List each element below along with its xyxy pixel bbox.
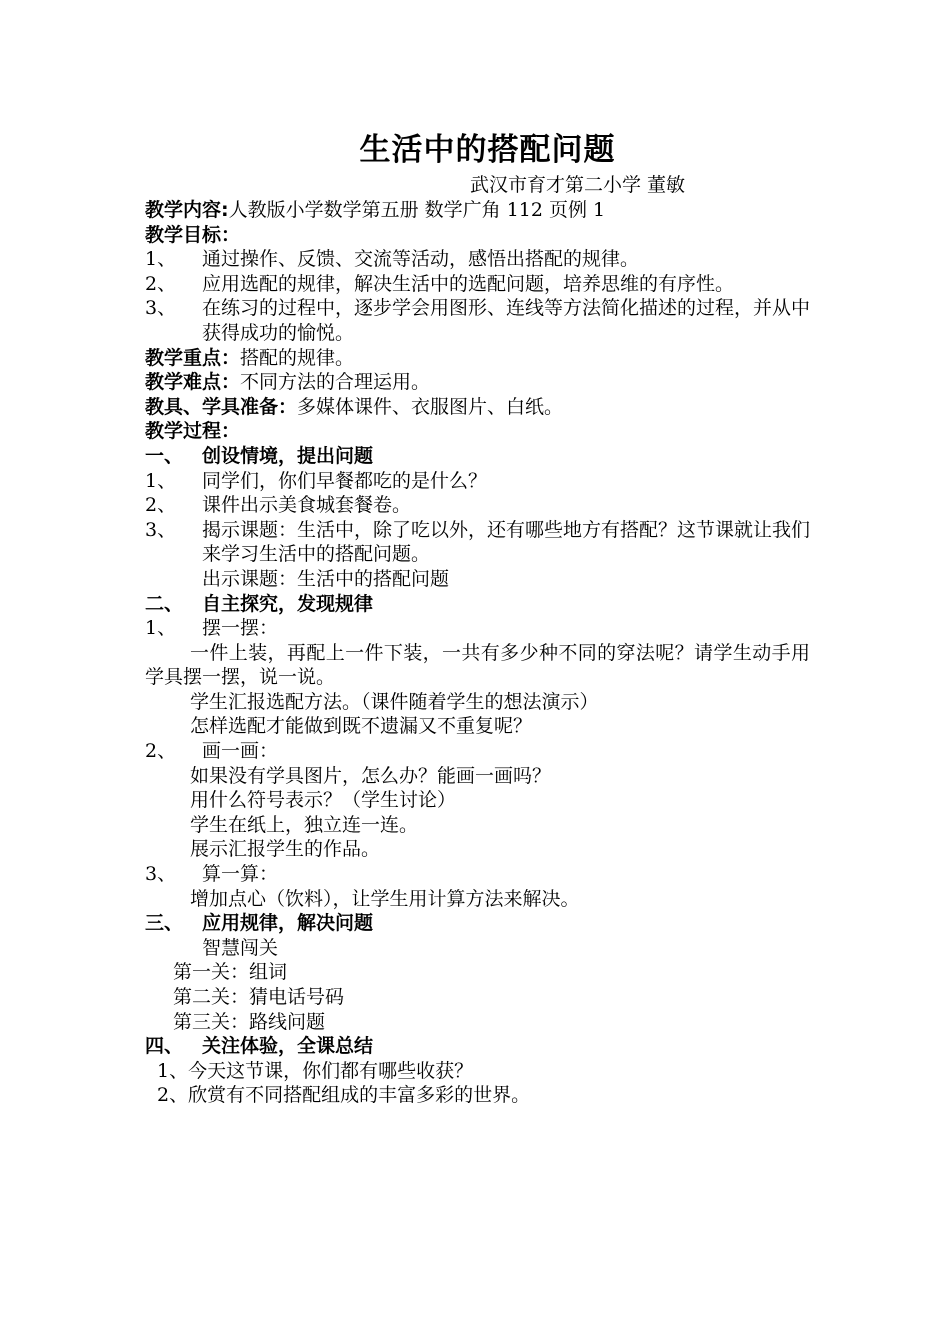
teaching-content (145, 198, 810, 223)
list-item (145, 493, 810, 518)
item-text: 课件出示美食城套餐卷。 (202, 494, 412, 517)
section-number: 四、 (145, 1035, 184, 1058)
goal-number: 3、 (145, 297, 177, 320)
item-number: 1、 (145, 617, 177, 640)
text-line: 增加点心（饮料），让学生用计算方法来解决。 (190, 887, 580, 910)
difficulty-text: 不同方法的合理运用。 (240, 371, 431, 394)
difficulty-label: 教学难点： (145, 371, 241, 394)
section-heading (145, 444, 810, 469)
section-title: 关注体验，全课总结 (202, 1035, 374, 1058)
text-line: 1、今天这节课，你们都有哪些收获？ (157, 1059, 474, 1082)
key-point (145, 346, 810, 371)
item-number: 1、 (145, 469, 177, 492)
section-title: 创设情境，提出问题 (202, 444, 374, 467)
goal-text: 在练习的过程中，逐步学会用图形、连线等方法简化描述的过程，并从中获得成功的愉悦。 (202, 297, 811, 344)
item-number: 2、 (145, 740, 177, 763)
teaching-content-label: 教学内容: (145, 199, 229, 221)
section-heading (145, 911, 810, 936)
item-number: 3、 (145, 518, 177, 541)
goal-text: 应用选配的规律，解决生活中的选配问题，培养思维的有序性。 (202, 272, 735, 295)
text-line: 2、欣赏有不同搭配组成的丰富多彩的世界。 (157, 1084, 531, 1107)
goal-number: 2、 (145, 272, 177, 295)
item-text: 算一算： (202, 863, 279, 886)
list-item (145, 469, 810, 494)
author-line: 武汉市育才第二小学 董敏 (469, 174, 686, 196)
item-text: 摆一摆： (202, 617, 279, 640)
sub-heading (145, 739, 810, 764)
goal-item (145, 272, 810, 297)
materials (145, 395, 810, 420)
section-number: 二、 (145, 592, 184, 615)
key-point-text: 搭配的规律。 (240, 346, 355, 369)
key-point-label: 教学重点： (145, 346, 241, 369)
goal-text: 通过操作、反馈、交流等活动，感悟出搭配的规律。 (202, 248, 640, 271)
section-number: 三、 (145, 912, 184, 935)
materials-label: 教具、学具准备： (145, 395, 298, 418)
text-line: 第二关：猜电话号码 (173, 986, 345, 1008)
section-heading (145, 592, 810, 617)
item-text: 画一画： (202, 740, 279, 763)
text-line: 用什么符号表示？（学生讨论） (190, 789, 457, 812)
text-line: 学生在纸上，独立连一连。 (190, 813, 419, 836)
text-line: 怎样选配才能做到既不遗漏又不重复呢？ (190, 715, 533, 738)
item-text: 揭示课题：生活中，除了吃以外，还有哪些地方有搭配？这节课就让我们来学习生活中的搭配问题。 (202, 518, 811, 566)
paragraph: 一件上装，再配上一件下装，一共有多少种不同的穿法呢？请学生动手用学具摆一摆，说一说。 (145, 641, 810, 689)
section-number: 一、 (145, 444, 184, 467)
sub-heading (145, 862, 810, 887)
goal-item (145, 296, 810, 345)
section-heading (145, 1034, 810, 1059)
section-title: 应用规律，解决问题 (202, 912, 374, 935)
item-number: 3、 (145, 863, 177, 886)
text-line: 展示汇报学生的作品。 (190, 838, 381, 861)
item-number: 2、 (145, 494, 177, 517)
goal-number: 1、 (145, 248, 177, 271)
teaching-content-text: 人教版小学数学第五册 数学广角 112 页例 1 (228, 199, 606, 221)
section-title: 自主探究，发现规律 (202, 592, 374, 615)
goal-item (145, 247, 810, 272)
document-title: 生活中的搭配问题 (359, 132, 616, 168)
process-label: 教学过程： (145, 420, 241, 443)
text-line: 如果没有学具图片，怎么办？能画一画吗？ (190, 764, 552, 787)
teaching-goals-label: 教学目标： (145, 223, 241, 246)
text-line: 出示课题：生活中的搭配问题 (202, 567, 450, 590)
text-line: 第一关：组词 (173, 961, 288, 984)
document-page (145, 128, 810, 1108)
difficulty (145, 370, 810, 395)
text-line: 学生汇报选配方法。（课件随着学生的想法演示） (190, 690, 599, 713)
text-line: 第三关：路线问题 (173, 1010, 326, 1033)
materials-text: 多媒体课件、衣服图片、白纸。 (297, 395, 564, 418)
sub-heading (145, 616, 810, 641)
item-text: 同学们，你们早餐都吃的是什么？ (202, 469, 488, 492)
list-item (145, 518, 810, 567)
text-line: 智慧闯关 (202, 936, 279, 959)
